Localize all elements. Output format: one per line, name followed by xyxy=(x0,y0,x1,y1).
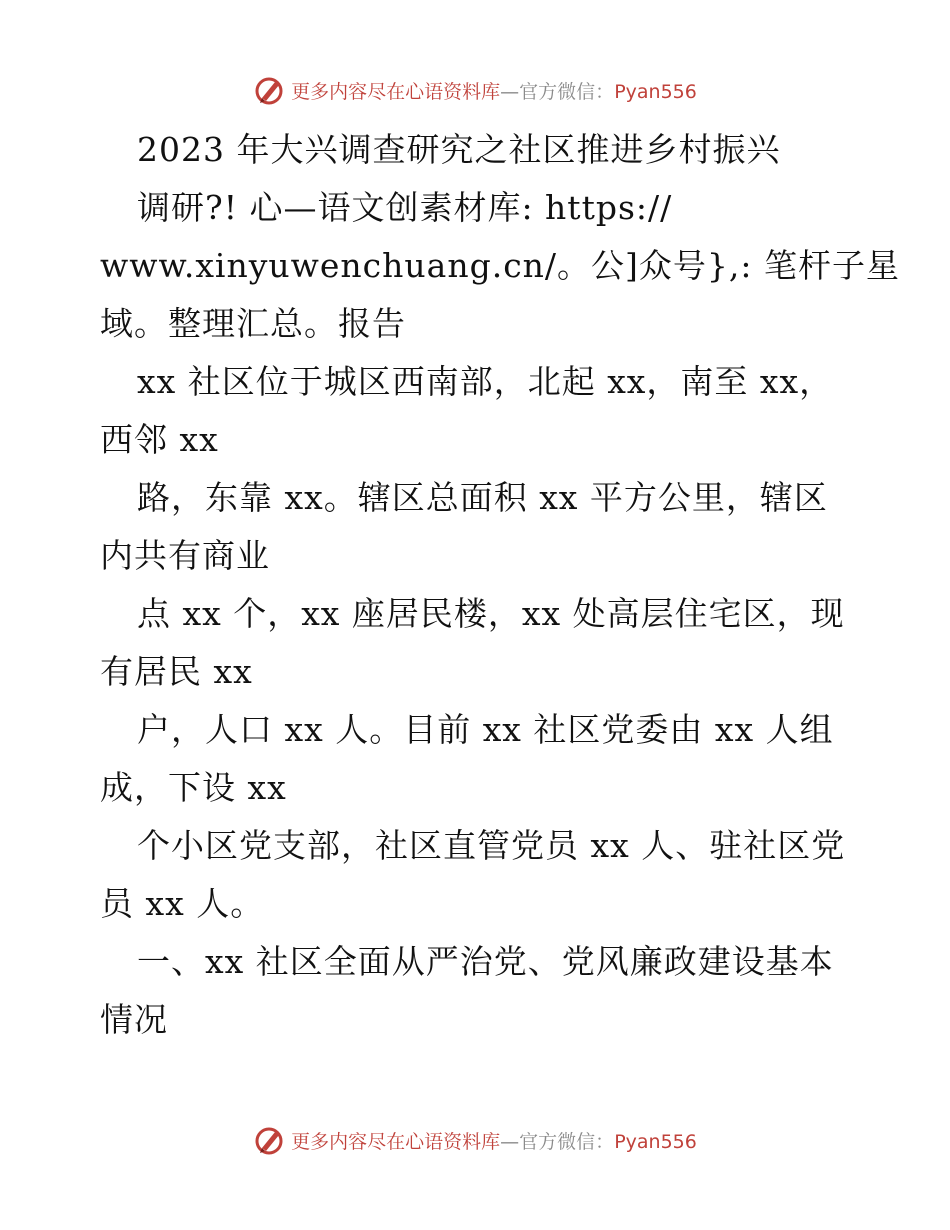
text-line: xx 社区位于城区西南部，北起 xx，南至 xx， xyxy=(137,362,834,401)
banner-wechat-id: Pyan556 xyxy=(614,1130,697,1153)
header-banner xyxy=(0,70,950,110)
text-line: 个小区党支部，社区直管党员 xx 人、驻社区党 xyxy=(137,826,846,865)
text-line: 调研?! 心—语文创素材库: https:// xyxy=(137,188,673,227)
banner-main-text: 更多内容尽在心语资料库 xyxy=(291,80,501,103)
text-line: 内共有商业 xyxy=(100,536,270,575)
banner-dash: — xyxy=(500,80,520,103)
banner-wechat-label: 官方微信： xyxy=(519,80,615,103)
pen-logo-icon xyxy=(253,74,285,106)
banner-wechat-label: 官方微信： xyxy=(519,1130,615,1153)
text-line: 路，东靠 xx。辖区总面积 xx 平方公里，辖区 xyxy=(137,478,828,517)
text-line: 有居民 xx xyxy=(100,652,253,691)
banner-text xyxy=(291,1127,697,1154)
text-line: 点 xx 个，xx 座居民楼，xx 处高层住宅区，现 xyxy=(137,594,845,633)
text-line: www.xinyuwenchuang.cn/。公]众号},: 笔杆子星 xyxy=(100,246,901,285)
banner-dash: — xyxy=(500,1130,520,1153)
text-line: 域。整理汇总。报告 xyxy=(100,304,406,343)
text-line: 成，下设 xx xyxy=(100,768,287,807)
text-line: 西邻 xx xyxy=(100,420,219,459)
banner-wechat-id: Pyan556 xyxy=(614,80,697,103)
banner-main-text: 更多内容尽在心语资料库 xyxy=(291,1130,501,1153)
text-line: 户，人口 xx 人。目前 xx 社区党委由 xx 人组 xyxy=(137,710,834,749)
section-heading: 一、xx 社区全面从严治党、党风廉政建设基本 xyxy=(137,942,834,981)
text-line: 员 xx 人。 xyxy=(100,884,265,923)
pen-logo-icon xyxy=(253,1124,285,1156)
footer-banner xyxy=(0,1120,950,1160)
section-heading-continued: 情况 xyxy=(100,1000,168,1039)
document-title: 2023 年大兴调查研究之社区推进乡村振兴 xyxy=(137,130,781,169)
banner-text xyxy=(291,77,697,104)
